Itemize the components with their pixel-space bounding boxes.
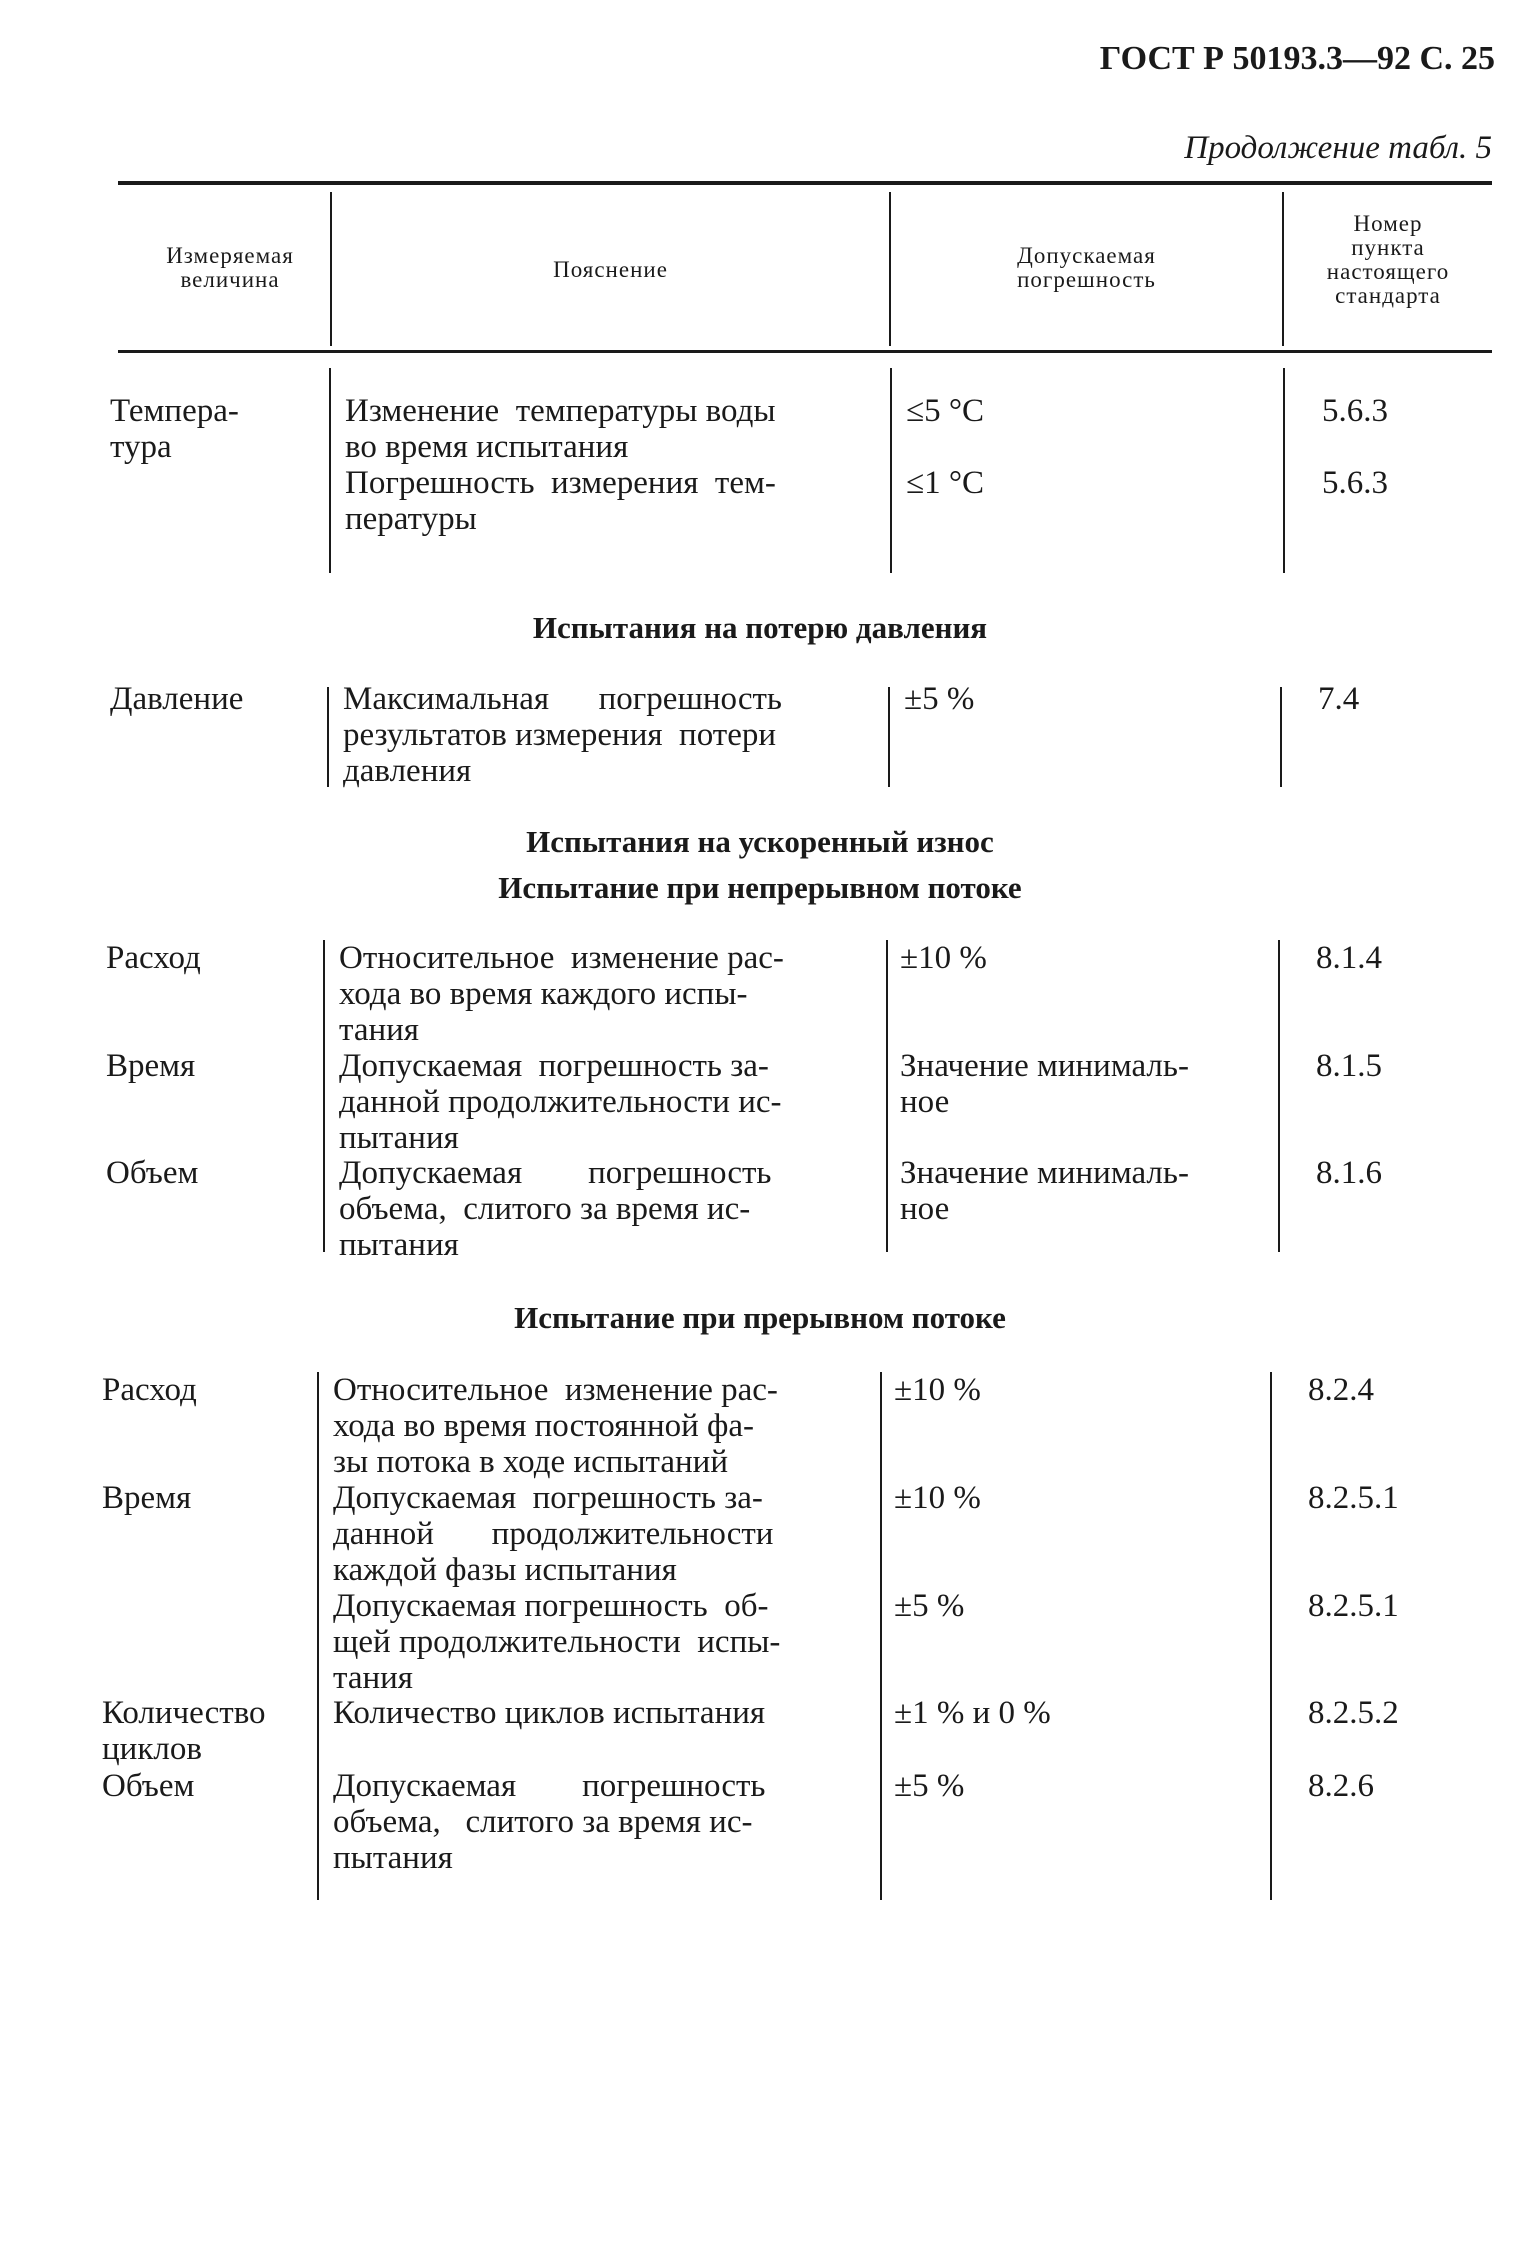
clause-cont-time: 8.1.5 — [1316, 1048, 1382, 1084]
quantity-int-time: Время — [102, 1480, 192, 1516]
tolerance-int-cycles: ±1 % и 0 % — [894, 1695, 1051, 1731]
explanation-temp-change: Изменение температуры воды во время испытания — [345, 393, 776, 465]
temp-divider-1 — [329, 368, 331, 573]
table-top-rule — [118, 181, 1492, 185]
quantity-cont-volume: Объем — [106, 1155, 199, 1191]
clause-temp-change: 5.6.3 — [1322, 393, 1388, 429]
explanation-int-flow: Относительное изменение рас- хода во время постоянной фа- зы потока в ходе испытаний — [333, 1372, 778, 1480]
quantity-int-volume: Объем — [102, 1768, 195, 1804]
quantity-int-cycles: Количество циклов — [102, 1695, 266, 1767]
table-continuation-label: Продолжение табл. 5 — [1184, 130, 1492, 166]
clause-int-phase-duration: 8.2.5.1 — [1308, 1480, 1399, 1516]
cont-divider-2 — [886, 940, 888, 1252]
tolerance-int-volume: ±5 % — [894, 1768, 965, 1804]
clause-cont-flow: 8.1.4 — [1316, 940, 1382, 976]
pressure-divider-1 — [327, 687, 329, 787]
explanation-int-phase-duration: Допускаемая погрешность за- данной продолжительности каждой фазы испытания — [333, 1480, 774, 1588]
explanation-cont-flow: Относительное изменение рас- хода во время каждого испы- тания — [339, 940, 784, 1048]
explanation-pressure: Максимальная погрешность результатов измерения потери давления — [343, 681, 782, 789]
section-title-interrupted-flow: Испытание при прерывном потоке — [514, 1300, 1006, 1335]
temp-divider-3 — [1283, 368, 1285, 573]
cont-divider-1 — [323, 940, 325, 1252]
header-clause: Номер пункта настоящего стандарта — [1326, 211, 1450, 308]
quantity-temperature: Темпера- тура — [110, 393, 239, 465]
tolerance-temp-change: ≤5 °C — [906, 393, 985, 429]
section-title-continuous-flow: Испытание при непрерывном потоке — [498, 870, 1022, 905]
quantity-int-flow: Расход — [102, 1372, 197, 1408]
tolerance-temp-measure: ≤1 °C — [906, 465, 985, 501]
clause-pressure: 7.4 — [1318, 681, 1360, 717]
int-divider-3 — [1270, 1372, 1272, 1900]
pressure-divider-3 — [1280, 687, 1282, 787]
tolerance-cont-time: Значение минималь- ное — [900, 1048, 1189, 1120]
tolerance-int-total-duration: ±5 % — [894, 1588, 965, 1624]
quantity-pressure: Давление — [110, 681, 244, 717]
explanation-int-cycles: Количество циклов испытания — [333, 1695, 766, 1731]
header-explanation: Пояснение — [553, 257, 668, 282]
explanation-cont-volume: Допускаемая погрешность объема, слитого за время ис- пытания — [339, 1155, 772, 1263]
section-title-pressure-loss: Испытания на потерю давления — [532, 610, 988, 645]
header-tolerance: Допускаемая погрешность — [1017, 243, 1156, 292]
quantity-cont-flow: Расход — [106, 940, 201, 976]
clause-int-total-duration: 8.2.5.1 — [1308, 1588, 1399, 1624]
tolerance-cont-flow: ±10 % — [900, 940, 987, 976]
table-header-bottom-rule — [118, 350, 1492, 353]
tolerance-int-flow: ±10 % — [894, 1372, 981, 1408]
clause-int-flow: 8.2.4 — [1308, 1372, 1374, 1408]
explanation-int-total-duration: Допускаемая погрешность об- щей продолжительности испы- тания — [333, 1588, 781, 1696]
pressure-divider-2 — [888, 687, 890, 787]
int-divider-1 — [317, 1372, 319, 1900]
tolerance-cont-volume: Значение минималь- ное — [900, 1155, 1189, 1227]
header-quantity: Измеряемая величина — [166, 243, 294, 292]
page-header: ГОСТ Р 50193.3—92 С. 25 — [1099, 40, 1495, 77]
explanation-int-volume: Допускаемая погрешность объема, слитого за время ис- пытания — [333, 1768, 766, 1876]
tolerance-pressure: ±5 % — [904, 681, 975, 717]
temp-divider-2 — [890, 368, 892, 573]
quantity-cont-time: Время — [106, 1048, 196, 1084]
section-title-accelerated-wear: Испытания на ускоренный износ — [526, 824, 994, 859]
tolerance-int-phase-duration: ±10 % — [894, 1480, 981, 1516]
int-divider-2 — [880, 1372, 882, 1900]
cont-divider-3 — [1278, 940, 1280, 1252]
clause-temp-measure: 5.6.3 — [1322, 465, 1388, 501]
explanation-temp-measure: Погрешность измерения тем- пературы — [345, 465, 776, 537]
explanation-cont-time: Допускаемая погрешность за- данной продолжительности ис- пытания — [339, 1048, 782, 1156]
clause-int-volume: 8.2.6 — [1308, 1768, 1374, 1804]
clause-cont-volume: 8.1.6 — [1316, 1155, 1382, 1191]
clause-int-cycles: 8.2.5.2 — [1308, 1695, 1399, 1731]
